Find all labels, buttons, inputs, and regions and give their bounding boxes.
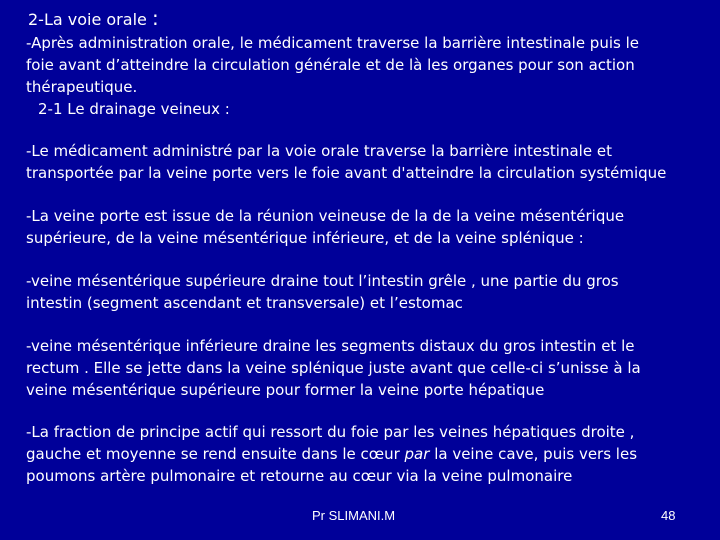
- paragraph-line: -veine mésentérique inférieure draine les segments distaux du gros intestin et le: [26, 337, 635, 355]
- section-subheading: 2-1 Le drainage veineux :: [38, 100, 230, 118]
- italic-word: par: [404, 445, 430, 463]
- paragraph-line: veine mésentérique supérieure pour former la veine porte hépatique: [26, 381, 545, 399]
- paragraph-line: -Après administration orale, le médicament traverse la barrière intestinale puis le: [26, 34, 639, 52]
- slide-title-colon: :: [151, 6, 159, 30]
- paragraph-line: poumons artère pulmonaire et retourne au cœur via la veine pulmonaire: [26, 467, 573, 485]
- paragraph-text: gauche et moyenne se rend ensuite dans le cœur: [26, 445, 405, 463]
- slide-title: [28, 6, 159, 32]
- paragraph-text: la veine cave, puis vers les: [429, 445, 638, 463]
- paragraph-line: foie avant d’atteindre la circulation générale et de là les organes pour son action: [26, 56, 635, 74]
- intro-paragraph: [26, 32, 696, 98]
- paragraph-5: [26, 421, 696, 487]
- paragraph-3: [26, 270, 696, 314]
- paragraph-line: [26, 443, 696, 465]
- paragraph-line: supérieure, de la veine mésentérique inférieure, et de la veine splénique :: [26, 229, 584, 247]
- paragraph-4: [26, 335, 696, 401]
- paragraph-line: -veine mésentérique supérieure draine tout l’intestin grêle , une partie du gros: [26, 272, 619, 290]
- footer-author: Pr SLIMANI.M: [312, 508, 396, 523]
- slide-number: 48: [661, 508, 676, 523]
- paragraph-line: -La veine porte est issue de la réunion veineuse de la de la veine mésentérique: [26, 207, 625, 225]
- paragraph-2: [26, 205, 696, 249]
- slide-title-text: 2-La voie orale: [28, 10, 147, 29]
- paragraph-line: intestin (segment ascendant et transversale) et l’estomac: [26, 294, 463, 312]
- paragraph-line: thérapeutique.: [26, 78, 138, 96]
- paragraph-line: transportée par la veine porte vers le foie avant d'atteindre la circulation systémique: [26, 164, 667, 182]
- paragraph-line: rectum . Elle se jette dans la veine splénique juste avant que celle-ci s’unisse à la: [26, 359, 641, 377]
- paragraph-1: [26, 140, 696, 184]
- paragraph-line: -La fraction de principe actif qui ressort du foie par les veines hépatiques droite ,: [26, 423, 635, 441]
- paragraph-line: -Le médicament administré par la voie orale traverse la barrière intestinale et: [26, 142, 612, 160]
